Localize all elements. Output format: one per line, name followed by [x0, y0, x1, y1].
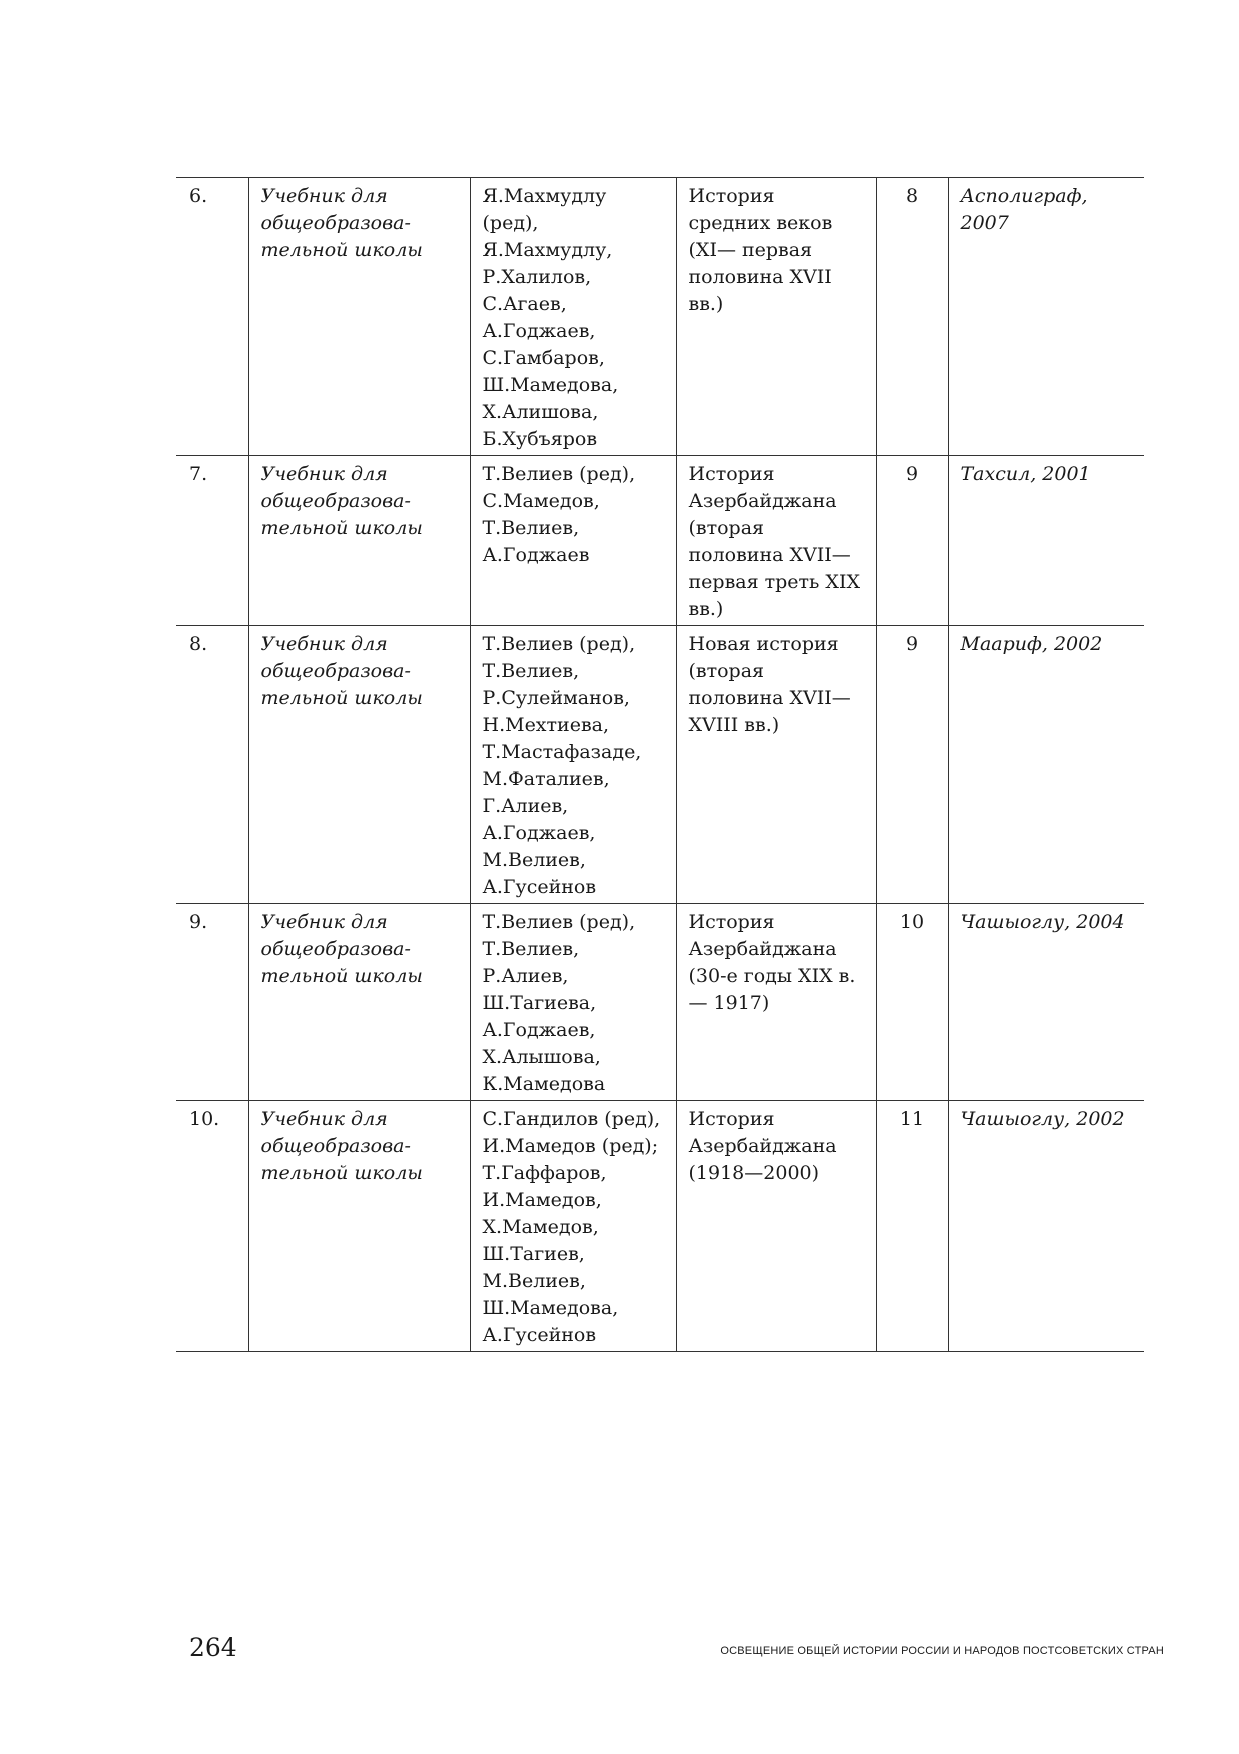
grade: 11 — [876, 1101, 948, 1352]
table-row — [176, 1101, 1144, 1352]
subject: История Азербайджана (вторая половина XVII— первая треть XIX вв.) — [676, 456, 876, 626]
table-row — [176, 626, 1144, 904]
authors: Т.Велиев (ред), Т.Велиев, Р.Сулейманов, Н.Мехтиева, Т.Мастафазаде, М.Фаталиев, Г.Алиев, А.Годжаев, М.Велиев, А.Гусейнов — [470, 626, 676, 904]
subject: История Азербайджана (1918—2000) — [676, 1101, 876, 1352]
subject: История средних веков (XI— первая половина XVII вв.) — [676, 178, 876, 456]
row-number: 10. — [189, 1108, 220, 1130]
authors: Т.Велиев (ред), С.Мамедов, Т.Велиев, А.Годжаев — [470, 456, 676, 626]
book-type: Учебник для общеобразова- тельной школы — [248, 178, 470, 456]
authors: Я.Махмудлу (ред), Я.Махмудлу, Р.Халилов, С.Агаев, А.Годжаев, С.Гамбаров, Ш.Мамедова, Х.Алишова, Б.Хубъяров — [470, 178, 676, 456]
running-footer-title: ОСВЕЩЕНИЕ ОБЩЕЙ ИСТОРИИ РОССИИ И НАРОДОВ ПОСТСОВЕТСКИХ СТРАН — [720, 1645, 1164, 1657]
textbook-table-container — [176, 177, 1144, 1352]
publisher: Чашыоглу, 2002 — [948, 1101, 1144, 1352]
authors: С.Гандилов (ред), И.Мамедов (ред); Т.Гаффаров, И.Мамедов, Х.Мамедов, Ш.Тагиев, М.Велиев, Ш.Мамедова, А.Гусейнов — [470, 1101, 676, 1352]
publisher: Чашыоглу, 2004 — [948, 904, 1144, 1101]
publisher: Асполиграф, 2007 — [948, 178, 1144, 456]
authors: Т.Велиев (ред), Т.Велиев, Р.Алиев, Ш.Тагиева, А.Годжаев, Х.Алышова, К.Мамедова — [470, 904, 676, 1101]
publisher: Маариф, 2002 — [948, 626, 1144, 904]
book-type: Учебник для общеобразова- тельной школы — [248, 626, 470, 904]
row-number: 7. — [189, 463, 208, 485]
page-number: 264 — [189, 1633, 237, 1662]
publisher: Тахсил, 2001 — [948, 456, 1144, 626]
grade: 9 — [876, 456, 948, 626]
grade: 9 — [876, 626, 948, 904]
grade: 10 — [876, 904, 948, 1101]
subject: Новая история (вторая половина XVII— XVIII вв.) — [676, 626, 876, 904]
textbook-table — [176, 177, 1144, 1352]
book-type: Учебник для общеобразова- тельной школы — [248, 904, 470, 1101]
grade: 8 — [876, 178, 948, 456]
book-type: Учебник для общеобразова- тельной школы — [248, 1101, 470, 1352]
table-row — [176, 904, 1144, 1101]
subject: История Азербайджана (30-е годы XIX в. — 1917) — [676, 904, 876, 1101]
row-number: 6. — [189, 185, 208, 207]
table-row — [176, 456, 1144, 626]
row-number: 8. — [189, 633, 208, 655]
table-row — [176, 178, 1144, 456]
book-type: Учебник для общеобразова- тельной школы — [248, 456, 470, 626]
row-number: 9. — [189, 911, 208, 933]
